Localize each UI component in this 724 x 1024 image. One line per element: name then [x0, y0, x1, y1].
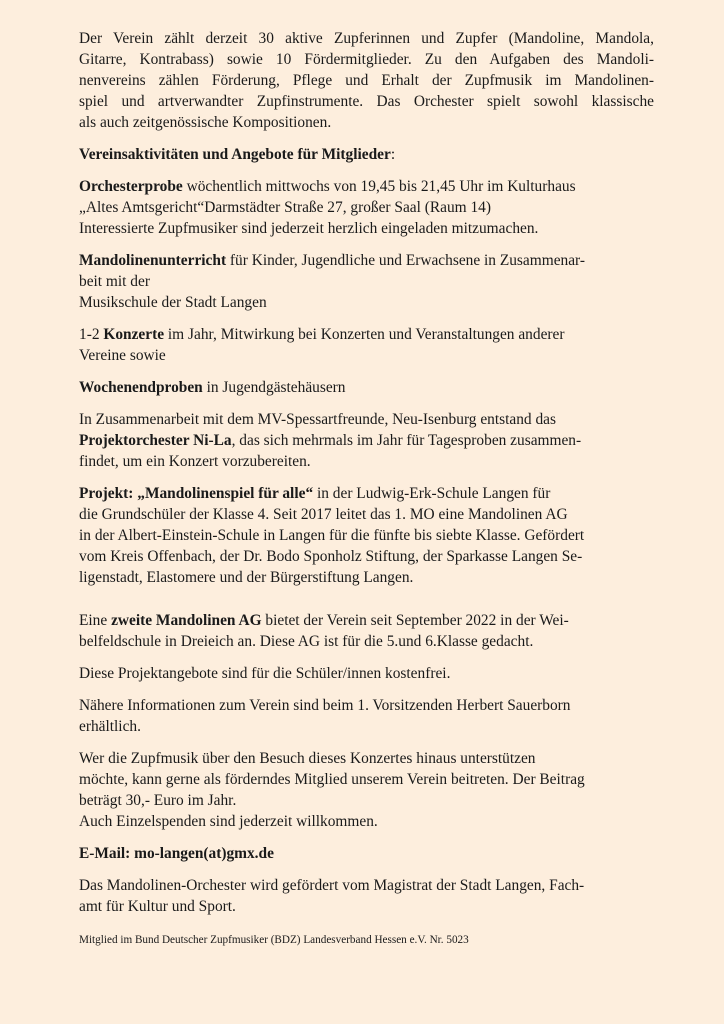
projekt-text-3: in der Albert-Einstein-Schule in Langen für die fünfte bis siebte Klasse. Gefördert [79, 527, 585, 544]
intro-line: spiel und artverwandter Zupfinstrumente. Das Orchester spielt sowohl klassische [79, 93, 654, 110]
zweite-ag-text-1: bietet der Verein seit September 2022 in der Wei- [261, 612, 569, 629]
kostenfrei-text: Diese Projektangebote sind für die Schüler/innen kostenfrei. [79, 665, 451, 682]
intro-line: als auch zeitgenössische Kompositionen. [79, 114, 332, 131]
wochenendproben-text: in Jugendgästehäusern [202, 379, 346, 396]
projektorchester-text-3: findet, um ein Konzert vorzubereiten. [79, 453, 311, 470]
konzerte-paragraph [79, 324, 654, 366]
foerderung-text-2: amt für Kultur und Sport. [79, 898, 236, 915]
projekt-paragraph [79, 483, 654, 588]
intro-line: nenvereins zählen Förderung, Pflege und Erhalt der Zupfmusik im Mandolinen- [79, 72, 654, 89]
informationen-text-2: erhältlich. [79, 718, 141, 735]
projektorchester-text-1: In Zusammenarbeit mit dem MV-Spessartfreunde, Neu-Isenburg entstand das [79, 411, 556, 428]
orchesterprobe-paragraph [79, 176, 654, 239]
zweite-ag-prefix: Eine [79, 612, 112, 629]
foerderung-text-1: Das Mandolinen-Orchester wird gefördert vom Magistrat der Stadt Langen, Fach- [79, 877, 585, 894]
konzerte-label: Konzerte [103, 326, 165, 343]
activities-heading-bold: Vereinsaktivitäten und Angebote für Mitglieder [79, 146, 391, 163]
email-paragraph [79, 843, 654, 864]
wochenendproben-label: Wochenendproben [79, 379, 203, 396]
zweite-ag-paragraph [79, 610, 654, 652]
wochenendproben-paragraph [79, 377, 654, 398]
unterricht-text: für Kinder, Jugendliche und Erwachsene in Zusammenar- [226, 252, 585, 269]
konzerte-text: im Jahr, Mitwirkung bei Konzerten und Veranstaltungen anderer [164, 326, 565, 343]
informationen-text-1: Nähere Informationen zum Verein sind beim 1. Vorsitzenden Herbert Sauerborn [79, 697, 571, 714]
orchesterprobe-location: „Altes Amtsgericht“Darmstädter Straße 27, großer Saal (Raum 14) [79, 199, 492, 216]
unterricht-text-3: Musikschule der Stadt Langen [79, 294, 267, 311]
projektorchester-paragraph [79, 409, 654, 472]
projekt-text-4: vom Kreis Offenbach, der Dr. Bodo Sponholz Stiftung, der Sparkasse Langen Se- [79, 548, 583, 565]
projekt-label: Projekt: „Mandolinenspiel für alle“ [79, 485, 314, 502]
orchesterprobe-invite: Interessierte Zupfmusiker sind jederzeit herzlich eingeladen mitzumachen. [79, 220, 539, 237]
projekt-text-1: in der Ludwig-Erk-Schule Langen für [313, 485, 551, 502]
foerderung-paragraph [79, 875, 654, 917]
unterricht-text-2: beit mit der [79, 273, 150, 290]
orchesterprobe-time: wöchentlich mittwochs von 19,45 bis 21,45 Uhr im Kulturhaus [182, 178, 576, 195]
projektorchester-label: Projektorchester Ni-La [79, 432, 232, 449]
projekt-text-5: ligenstadt, Elastomere und der Bürgerstiftung Langen. [79, 569, 414, 586]
kostenfrei-paragraph [79, 663, 654, 684]
unterstuetzen-text-4: Auch Einzelspenden sind jederzeit willkommen. [79, 813, 378, 830]
document-body [79, 28, 654, 928]
unterstuetzen-text-1: Wer die Zupfmusik über den Besuch dieses Konzertes hinaus unterstützen [79, 750, 536, 767]
unterstuetzen-text-2: möchte, kann gerne als förderndes Mitglied unserem Verein beitreten. Der Beitrag [79, 771, 585, 788]
intro-paragraph [79, 28, 654, 133]
projektorchester-text-2: , das sich mehrmals im Jahr für Tagesproben zusammen- [231, 432, 582, 449]
orchesterprobe-label: Orchesterprobe [79, 178, 183, 195]
unterricht-paragraph [79, 250, 654, 313]
unterstuetzen-paragraph [79, 748, 654, 832]
activities-heading [79, 144, 654, 165]
intro-line: Der Verein zählt derzeit 30 aktive Zupferinnen und Zupfer (Mandoline, Mandola, [79, 30, 654, 47]
email-address: E-Mail: mo-langen(at)gmx.de [79, 845, 274, 862]
zweite-ag-text-2: belfeldschule in Dreieich an. Diese AG ist für die 5.und 6.Klasse gedacht. [79, 633, 534, 650]
konzerte-text-2: Vereine sowie [79, 347, 166, 364]
zweite-ag-label: zweite Mandolinen AG [111, 612, 262, 629]
informationen-paragraph [79, 695, 654, 737]
konzerte-prefix: 1-2 [79, 326, 104, 343]
intro-line: Gitarre, Kontrabass) sowie 10 Fördermitglieder. Zu den Aufgaben des Mandoli- [79, 51, 654, 68]
projekt-text-2: die Grundschüler der Klasse 4. Seit 2017 leitet das 1. MO eine Mandolinen AG [79, 506, 568, 523]
unterstuetzen-text-3: beträgt 30,- Euro im Jahr. [79, 792, 237, 809]
unterricht-label: Mandolinenunterricht [79, 252, 227, 269]
footer-membership-note: Mitglied im Bund Deutscher Zupfmusiker (BDZ) Landesverband Hessen e.V. Nr. 5023 [79, 934, 469, 946]
activities-heading-colon: : [390, 146, 396, 163]
